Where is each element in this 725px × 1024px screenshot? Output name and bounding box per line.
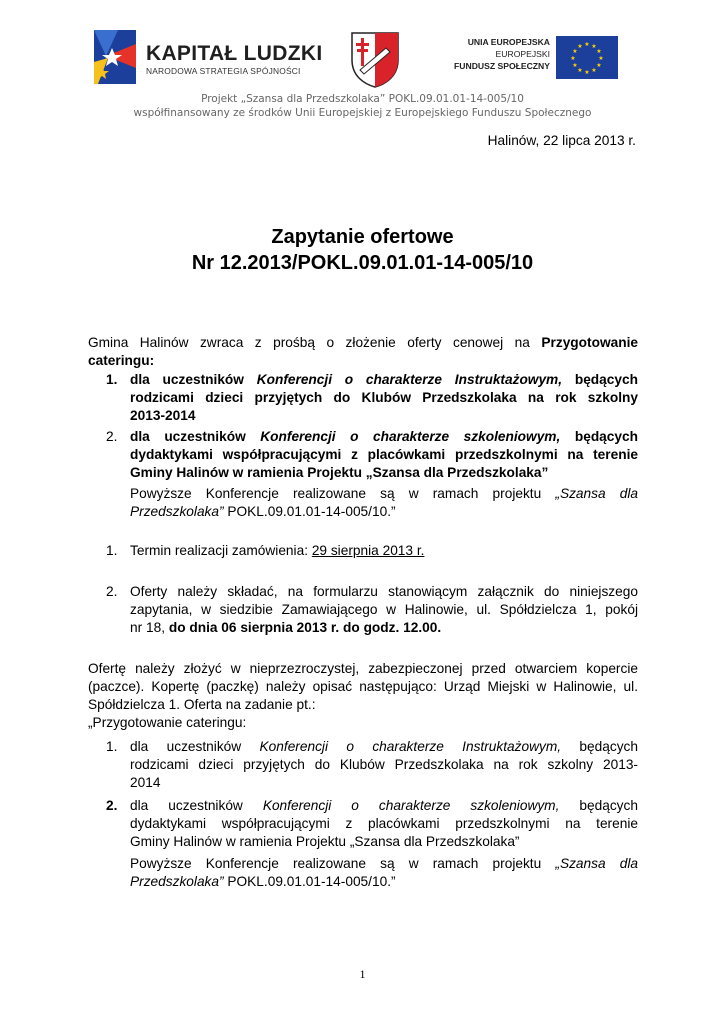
list2-item-2-line-1 xyxy=(130,797,638,815)
term-label: Termin realizacji zamówienia: xyxy=(130,543,308,558)
list1-item-2-text: dla uczestników xyxy=(130,429,246,444)
list2-item-1-line-3: 2014 xyxy=(130,775,161,790)
intro-paragraph xyxy=(88,334,638,352)
list1-item-1-conference: Konferencji o charakterze Instruktażowym, xyxy=(256,372,563,387)
list2-item-1-text: dla uczestników xyxy=(130,739,242,754)
list2-item-2-end: będących xyxy=(579,798,638,813)
svg-text:★: ★ xyxy=(598,55,604,62)
list2-item-2-line-3: Gminy Halinów w ramienia Projektu „Szansa dla Przedszkolaka” xyxy=(130,834,520,849)
eu-flag-icon xyxy=(556,36,618,79)
offers-room: nr 18, xyxy=(130,620,166,635)
list2-item-2-line-2: dydaktykami współpracującymi z placówkami przedszkolnymi na terenie xyxy=(130,816,638,831)
list2-item-1-conference: Konferencji o charakterze Instruktażowym, xyxy=(259,739,562,754)
list1-note-line-2 xyxy=(130,503,396,521)
eu-line-1: UNIA EUROPEJSKA xyxy=(467,37,550,47)
list2-number-1: 1. xyxy=(106,739,118,754)
intro-subject-cont: cateringu: xyxy=(88,353,155,368)
list1-item-2-line-2: dydaktykami współpracującymi z placówkami przedszkolnymi na terenie xyxy=(130,447,638,462)
list1-item-1-line-2: rodzicami dzieci przyjętych do Klubów Przedszkolaka na rok szkolny xyxy=(130,390,638,405)
list1-item-1-text: dla uczestników xyxy=(130,372,244,387)
envelope-line-3: Spółdzielcza 1. Oferta na zadanie pt.: xyxy=(88,697,316,712)
list1-number-1: 1. xyxy=(106,372,118,387)
list2-note-project-cont: Przedszkolaka” xyxy=(130,874,224,889)
intro-text: Gmina Halinów zwraca z prośbą o złożenie oferty cenowej na xyxy=(88,335,530,350)
envelope-line-1: Ofertę należy złożyć w nieprzezroczystej, zabezpieczonej przed otwarciem kopercie xyxy=(88,661,638,676)
envelope-line-2: (paczce). Kopertę (paczkę) należy opisać następująco: Urząd Miejski w Halinowie, ul. xyxy=(88,679,638,694)
svg-text:★: ★ xyxy=(584,69,590,76)
envelope-line-4: „Przygotowanie cateringu: xyxy=(88,715,247,730)
list2-number-2: 2. xyxy=(106,798,118,813)
svg-text:★: ★ xyxy=(570,55,576,62)
list2-item-2-text: dla uczestników xyxy=(130,798,243,813)
list2-item-1-line-1 xyxy=(130,738,638,756)
term-line xyxy=(130,542,424,560)
svg-text:★: ★ xyxy=(572,62,578,69)
kapital-ludzki-subtitle: NARODOWA STRATEGIA SPÓJNOŚCI xyxy=(146,66,301,76)
offers-deadline: do dnia 06 sierpnia 2013 r. do godz. 12.00. xyxy=(168,620,442,635)
svg-text:★: ★ xyxy=(572,48,578,55)
document-date: Halinów, 22 lipca 2013 r. xyxy=(487,133,636,148)
offers-line-2: zapytania, w siedzibie Zamawiającego w Halinowie, ul. Spółdzielcza 1, pokój xyxy=(130,602,638,617)
list1-note-text: Powyższe Konferencje realizowane są w ramach projektu xyxy=(130,486,542,501)
list2-note-line-1 xyxy=(130,855,638,873)
list1-note-code: POKL.09.01.01-14-005/10.” xyxy=(227,504,396,519)
intro-subject: Przygotowanie xyxy=(541,335,638,350)
offers-number: 2. xyxy=(106,584,118,599)
kapital-ludzki-title: KAPITAŁ LUDZKI xyxy=(146,42,323,65)
list1-item-2-conference: Konferencji o charakterze szkoleniowym, xyxy=(260,429,561,444)
document-number: Nr 12.2013/POKL.09.01.01-14-005/10 xyxy=(191,252,534,274)
svg-text:★: ★ xyxy=(577,67,583,74)
svg-text:★: ★ xyxy=(591,43,597,50)
list1-note-line-1 xyxy=(130,485,638,503)
halinow-crest-icon xyxy=(346,30,404,88)
list1-note-project-cont: Przedszkolaka” xyxy=(130,504,224,519)
project-line-1: Projekt „Szansa dla Przedszkolaka” POKL.09.01.01-14-005/10 xyxy=(201,93,524,105)
project-line-2: współfinansowany ze środków Unii Europejskiej z Europejskiego Funduszu Społecznego xyxy=(133,107,592,119)
page-number: 1 xyxy=(359,967,366,981)
list2-item-2-conference: Konferencji o charakterze szkoleniowym, xyxy=(262,798,560,813)
list2-note-project: „Szansa dla xyxy=(555,856,639,871)
svg-text:★: ★ xyxy=(591,67,597,74)
list1-item-1-line-1 xyxy=(130,371,638,389)
list1-number-2: 2. xyxy=(106,429,118,444)
svg-text:★: ★ xyxy=(596,48,602,55)
offers-line-1: Oferty należy składać, na formularzu stanowiącym załącznik do niniejszego xyxy=(130,584,638,599)
list1-item-2-end: będących xyxy=(574,429,638,444)
list2-item-1-end: będących xyxy=(579,739,639,754)
term-date: 29 sierpnia 2013 r. xyxy=(311,543,425,558)
list1-note-project: „Szansa dla xyxy=(555,486,639,501)
list2-note-text: Powyższe Konferencje realizowane są w ramach projektu xyxy=(130,856,542,871)
svg-text:★: ★ xyxy=(596,62,602,69)
list2-note-line-2 xyxy=(130,873,396,891)
eu-line-3: FUNDUSZ SPOŁECZNY xyxy=(454,61,550,71)
list2-note-code: POKL.09.01.01-14-005/10.” xyxy=(227,874,396,889)
document-title: Zapytanie ofertowe xyxy=(271,226,454,248)
list1-item-2-line-3: Gminy Halinów w ramienia Projektu „Szansa dla Przedszkolaka” xyxy=(130,465,549,480)
eu-label xyxy=(448,36,550,72)
svg-text:★: ★ xyxy=(584,41,590,48)
list1-item-1-end: będących xyxy=(574,372,638,387)
offers-line-3 xyxy=(130,619,441,637)
list1-item-2-line-1 xyxy=(130,428,638,446)
svg-text:★: ★ xyxy=(577,43,583,50)
term-number: 1. xyxy=(106,543,118,558)
list1-item-1-line-3: 2013-2014 xyxy=(130,408,196,423)
list2-item-1-line-2: rodzicami dzieci przyjętych do Klubów Przedszkolaka na rok szkolny 2013- xyxy=(130,757,638,772)
eu-line-2: EUROPEJSKI xyxy=(495,49,550,59)
